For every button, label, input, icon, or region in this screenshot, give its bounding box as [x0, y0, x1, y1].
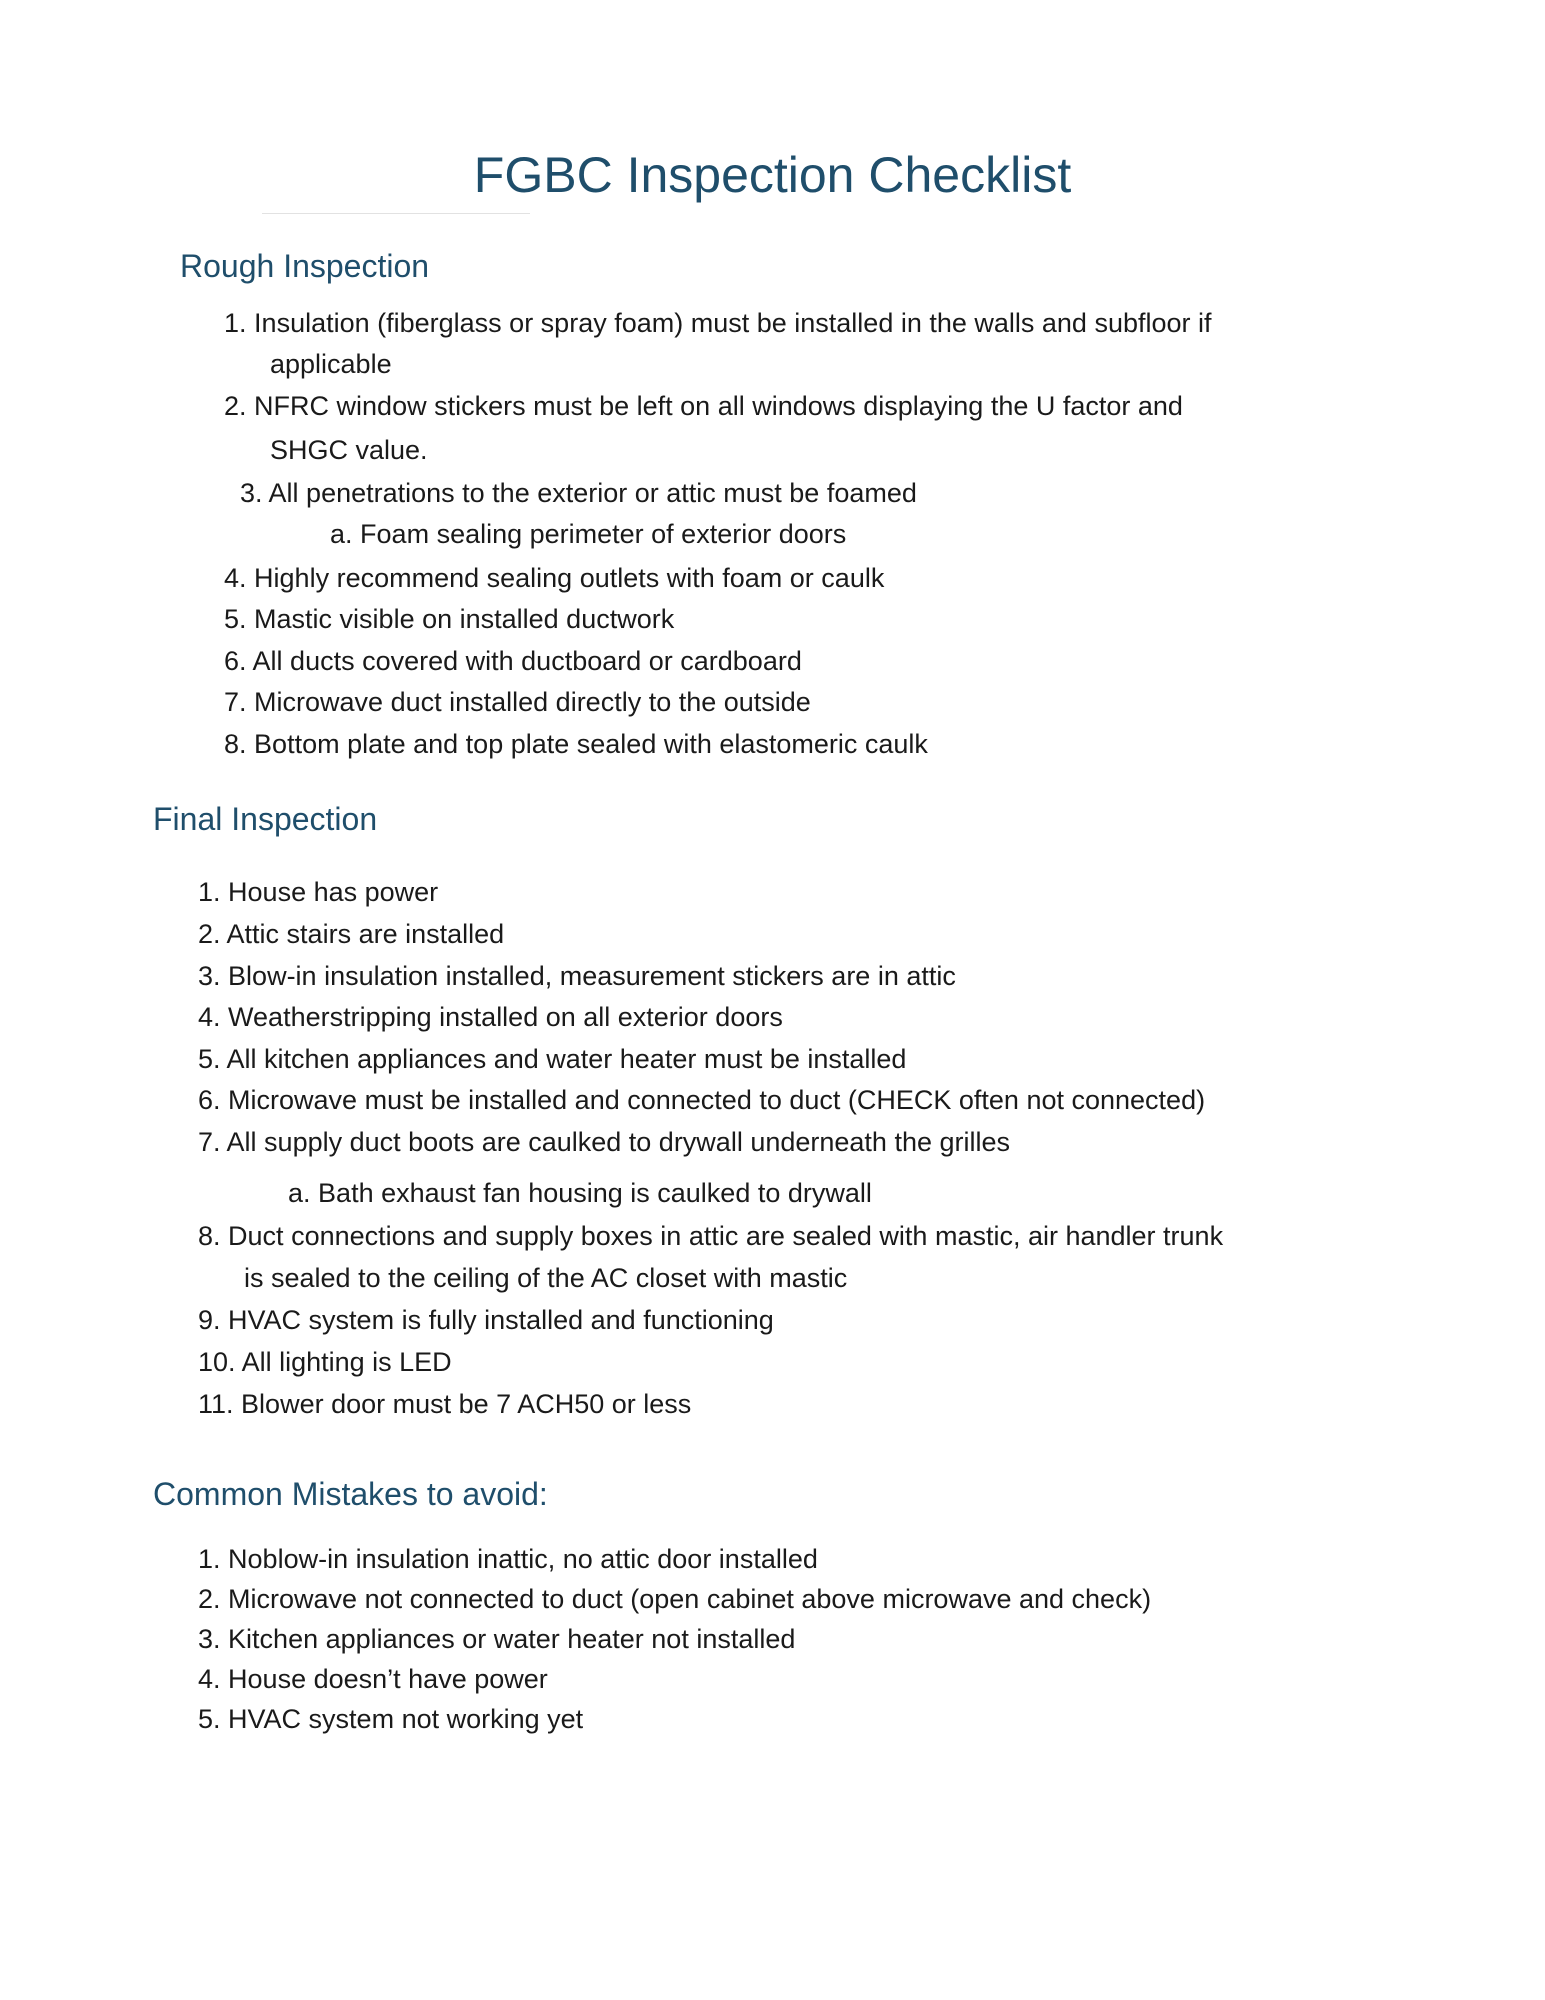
list-item: 8. Duct connections and supply boxes in attic are sealed with mastic, air handler trunk	[198, 1221, 1224, 1251]
list-item: 5. All kitchen appliances and water heater must be installed	[198, 1044, 907, 1074]
list-item: 7. All supply duct boots are caulked to drywall underneath the grilles	[198, 1127, 1010, 1157]
list-item: 3. Blow-in insulation installed, measurement stickers are in attic	[198, 961, 956, 991]
list-subitem: a. Bath exhaust fan housing is caulked to drywall	[288, 1178, 872, 1208]
mistakes-heading: Common Mistakes to avoid:	[153, 1476, 548, 1512]
list-item: 3. All penetrations to the exterior or attic must be foamed	[240, 478, 917, 508]
list-item: 10. All lighting is LED	[198, 1347, 452, 1377]
list-subitem: a. Foam sealing perimeter of exterior doors	[330, 519, 847, 549]
list-item: 4. Weatherstripping installed on all exterior doors	[198, 1002, 783, 1032]
list-item: 11. Blower door must be 7 ACH50 or less	[198, 1389, 692, 1419]
list-item: 9. HVAC system is fully installed and functioning	[198, 1305, 774, 1335]
list-item: 4. House doesn’t have power	[198, 1664, 548, 1694]
list-item: 1. Insulation (fiberglass or spray foam) must be installed in the walls and subfloor if	[224, 308, 1212, 338]
list-item: 5. HVAC system not working yet	[198, 1704, 584, 1734]
list-item: 6. All ducts covered with ductboard or cardboard	[224, 646, 802, 676]
list-item: 1. House has power	[198, 877, 439, 907]
list-item: 1. Noblow-in insulation inattic, no attic door installed	[198, 1544, 818, 1574]
list-item: 2. NFRC window stickers must be left on all windows displaying the U factor and	[224, 391, 1183, 421]
list-item-continuation: applicable	[270, 349, 392, 379]
list-item: 5. Mastic visible on installed ductwork	[224, 604, 675, 634]
list-item: 2. Microwave not connected to duct (open cabinet above microwave and check)	[198, 1584, 1152, 1614]
final-heading: Final Inspection	[153, 801, 378, 837]
page-title: FGBC Inspection Checklist	[473, 147, 1072, 203]
list-item: 4. Highly recommend sealing outlets with foam or caulk	[224, 563, 885, 593]
list-item: 7. Microwave duct installed directly to the outside	[224, 687, 811, 717]
list-item: 2. Attic stairs are installed	[198, 919, 505, 949]
list-item-continuation: is sealed to the ceiling of the AC closet with mastic	[244, 1263, 848, 1293]
list-item-continuation: SHGC value.	[270, 435, 428, 465]
list-item: 8. Bottom plate and top plate sealed with elastomeric caulk	[224, 729, 928, 759]
title-rule	[262, 213, 530, 214]
list-item: 6. Microwave must be installed and connected to duct (CHECK often not connected)	[198, 1085, 1206, 1115]
rough-heading: Rough Inspection	[180, 248, 430, 284]
list-item: 3. Kitchen appliances or water heater not installed	[198, 1624, 796, 1654]
